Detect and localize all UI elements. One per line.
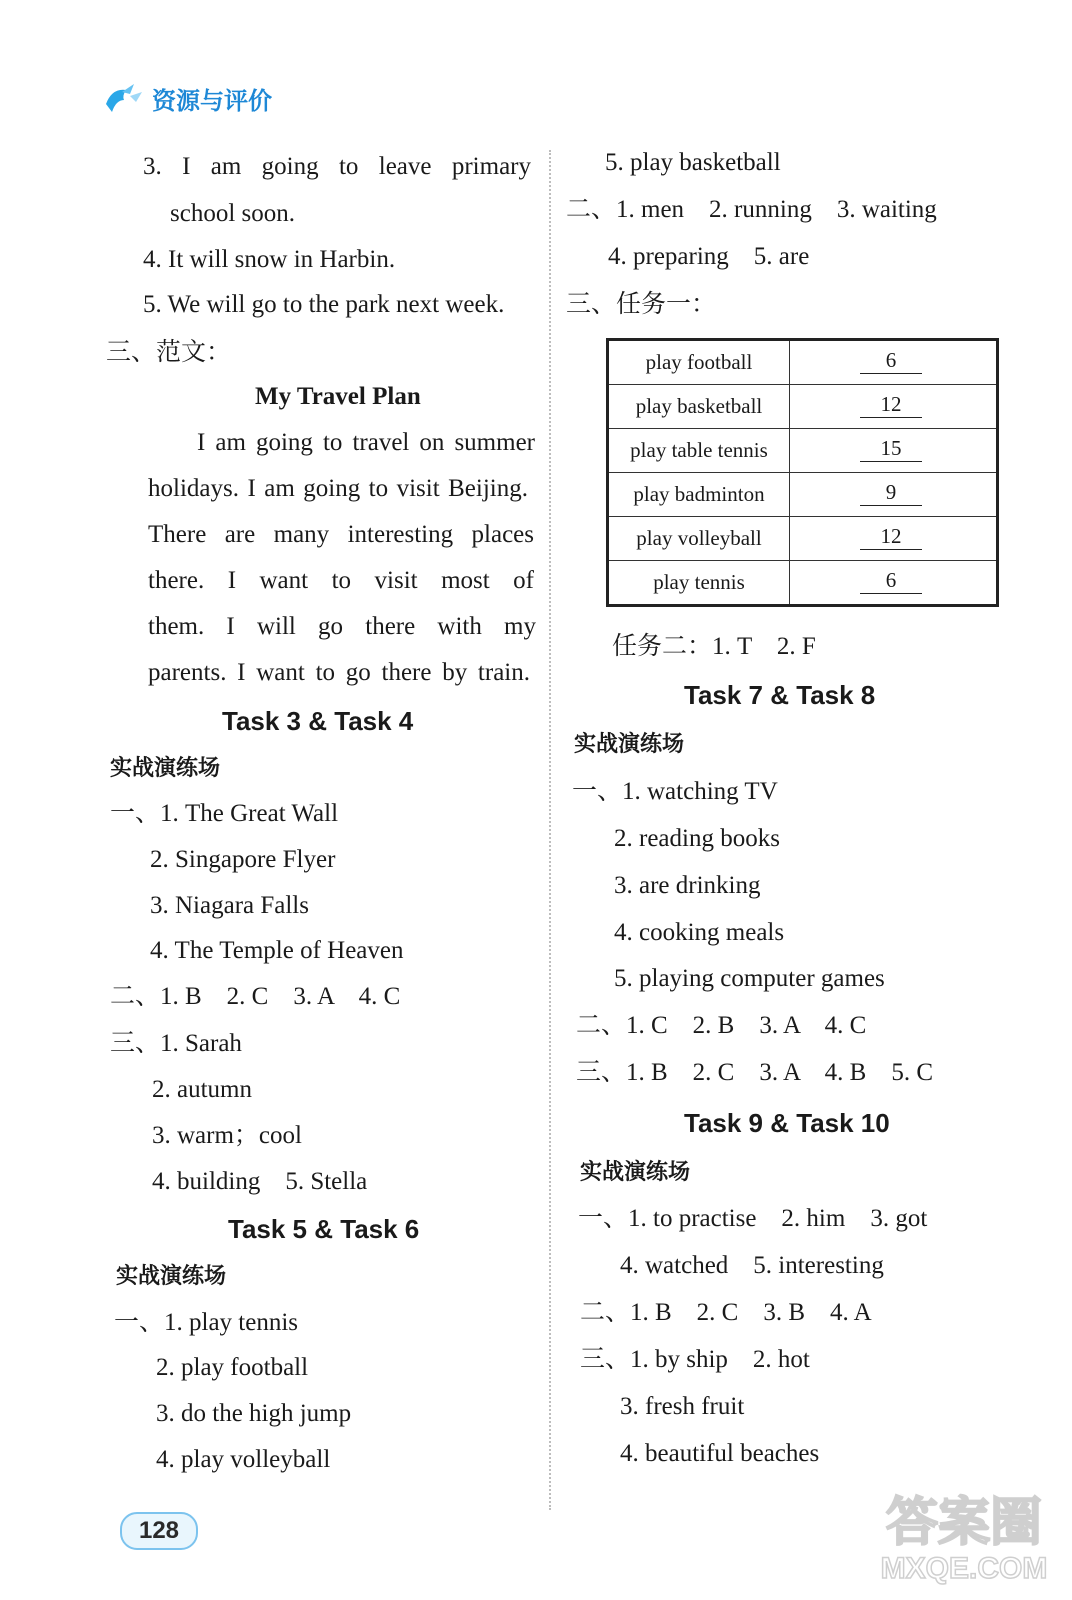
- answer-line: 3. Niagara Falls: [150, 892, 309, 919]
- table-cell-activity: play badminton: [608, 473, 790, 517]
- task-heading: Task 9 & Task 10: [684, 1108, 890, 1138]
- table-cell-count: [790, 473, 998, 517]
- essay-line: them. I will go there with my: [148, 613, 536, 640]
- answer-line: 4. watched 5. interesting: [620, 1252, 884, 1279]
- watermark-logo-icon: [878, 1478, 1050, 1590]
- answer-line: 4. play volleyball: [156, 1446, 331, 1473]
- brand-logo-icon: [104, 82, 144, 114]
- essay-title: My Travel Plan: [255, 383, 421, 410]
- essay-line: parents. I want to go there by train.: [148, 659, 530, 686]
- task-heading: Task 7 & Task 8: [684, 680, 876, 710]
- answer-line: 任务二：1. T 2. F: [612, 633, 816, 660]
- answer-line: 二、1. men 2. running 3. waiting: [566, 196, 937, 223]
- section-heading: 实战演练场: [580, 1160, 691, 1185]
- count-blank: 6: [860, 567, 922, 594]
- table-cell-activity: play volleyball: [608, 517, 790, 561]
- answer-line: 二、1. C 2. B 3. A 4. C: [576, 1012, 867, 1039]
- answer-line: 4. The Temple of Heaven: [150, 937, 404, 964]
- table-cell-activity: play football: [608, 340, 790, 385]
- sports-table: [606, 338, 999, 607]
- answer-line: 5. We will go to the park next week.: [143, 291, 505, 318]
- table-cell-count: [790, 429, 998, 473]
- answer-line: 一、1. The Great Wall: [110, 800, 339, 827]
- table-row: [608, 561, 998, 606]
- essay-line: there. I want to visit most of: [148, 567, 534, 594]
- answer-line: 一、1. watching TV: [572, 778, 778, 805]
- answer-line: 3. I am going to leave primary: [143, 153, 531, 180]
- essay-line: I am going to travel on summer: [197, 429, 535, 456]
- table-cell-activity: play table tennis: [608, 429, 790, 473]
- count-blank: 12: [860, 523, 922, 550]
- table-cell-activity: play tennis: [608, 561, 790, 606]
- brand-title: 资源与评价: [152, 86, 272, 115]
- count-blank: 6: [860, 347, 922, 374]
- table-row: [608, 385, 998, 429]
- answer-line: 3. are drinking: [614, 872, 761, 899]
- answer-line: 2. autumn: [152, 1076, 252, 1103]
- answer-line: 一、1. play tennis: [114, 1309, 299, 1336]
- answer-line: 3. warm；cool: [152, 1122, 302, 1149]
- answer-line: 3. fresh fruit: [620, 1393, 745, 1420]
- watermark: [878, 1478, 1050, 1590]
- task-heading: Task 5 & Task 6: [228, 1214, 420, 1244]
- count-blank: 9: [860, 479, 922, 506]
- essay-line: There are many interesting places: [148, 521, 534, 548]
- answer-line: 5. play basketball: [605, 149, 781, 176]
- answer-line: 4. preparing 5. are: [608, 243, 810, 270]
- answer-line: 三、1. B 2. C 3. A 4. B 5. C: [576, 1059, 933, 1086]
- answer-line: 2. reading books: [614, 825, 780, 852]
- section-heading: 实战演练场: [110, 756, 221, 781]
- table-row: [608, 429, 998, 473]
- answer-line: 4. building 5. Stella: [152, 1168, 368, 1195]
- table-row: [608, 340, 998, 385]
- answer-line: 5. playing computer games: [614, 965, 885, 992]
- table-row: [608, 473, 998, 517]
- answer-line: school soon.: [170, 200, 295, 227]
- answer-line: 二、1. B 2. C 3. B 4. A: [580, 1299, 872, 1326]
- table-cell-activity: play basketball: [608, 385, 790, 429]
- section-heading: 实战演练场: [116, 1264, 227, 1289]
- answer-line: 2. Singapore Flyer: [150, 846, 336, 873]
- table-cell-count: [790, 340, 998, 385]
- answer-line: 三、1. Sarah: [110, 1030, 242, 1057]
- section-label: 三、任务一：: [566, 291, 717, 318]
- answer-line: 3. do the high jump: [156, 1400, 352, 1427]
- section-heading: 实战演练场: [574, 732, 685, 757]
- count-blank: 12: [860, 391, 922, 418]
- header-brand: [104, 80, 272, 116]
- essay-line: holidays. I am going to visit Beijing.: [148, 475, 528, 502]
- task-heading: Task 3 & Task 4: [222, 706, 414, 736]
- answer-line: 二、1. B 2. C 3. A 4. C: [110, 983, 401, 1010]
- column-divider: [549, 150, 551, 1510]
- table-cell-count: [790, 561, 998, 606]
- table-cell-count: [790, 517, 998, 561]
- answer-line: 2. play football: [156, 1354, 309, 1381]
- answer-line: 4. It will snow in Harbin.: [143, 246, 396, 273]
- answer-line: 4. beautiful beaches: [620, 1440, 820, 1467]
- table-cell-count: [790, 385, 998, 429]
- table-row: [608, 517, 998, 561]
- count-blank: 15: [860, 435, 922, 462]
- page-number: 128: [120, 1512, 198, 1550]
- svg-text:答案圈: 答案圈: [885, 1493, 1043, 1553]
- answer-line: 4. cooking meals: [614, 919, 785, 946]
- answer-line: 三、1. by ship 2. hot: [580, 1346, 810, 1373]
- answer-line: 一、1. to practise 2. him 3. got: [578, 1205, 928, 1232]
- svg-text:MXQE.COM: MXQE.COM: [880, 1552, 1048, 1585]
- section-label: 三、范文：: [106, 339, 232, 366]
